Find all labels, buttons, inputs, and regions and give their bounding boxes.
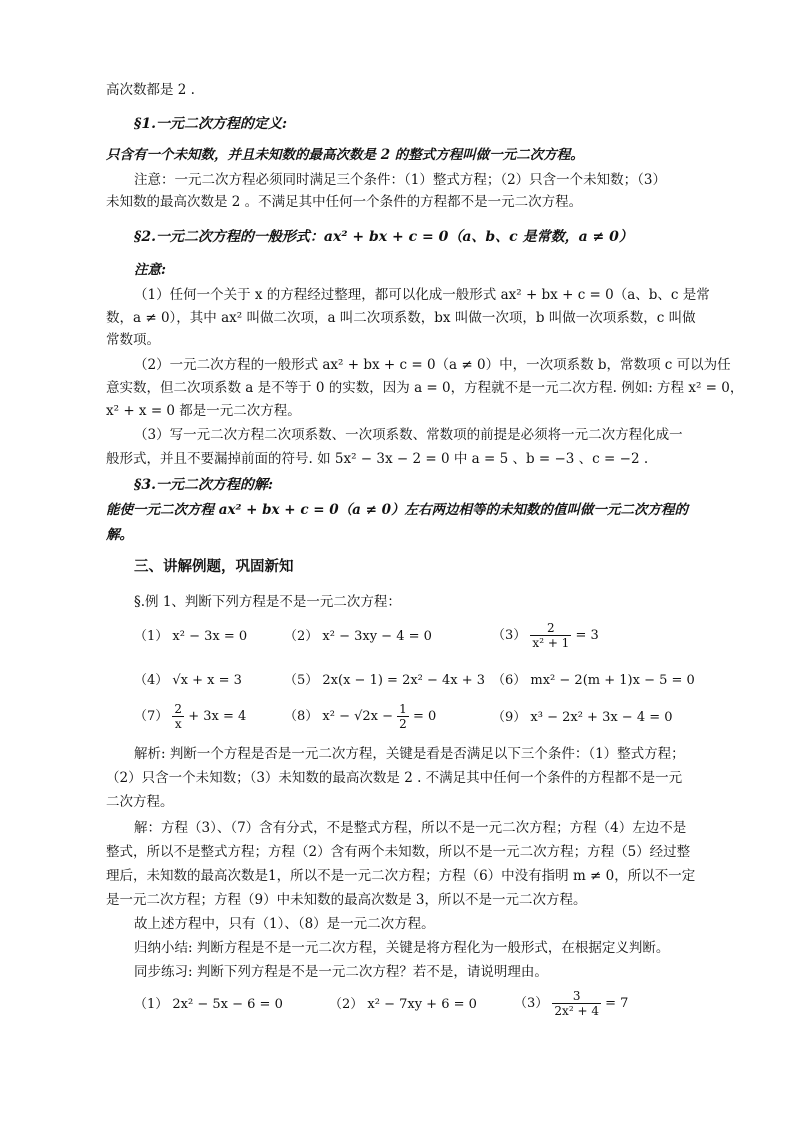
solution-text: 解：方程（3）、（7）含有分式，不是整式方程，所以不是一元二次方程；方程（4）左边不是 [134,820,687,836]
text-line: （1）任何一个关于 x 的方程经过整理，都可以化成一般形式 ax² + bx + c = 0（a、b、c 是常 [134,287,710,303]
text-line: 高次数都是 2 . [106,82,195,98]
equation-row [134,671,694,695]
equation-8 [284,702,436,731]
numerator: 3 [552,989,601,1004]
equation-6: （6） mx² − 2(m + 1)x − 5 = 0 [492,673,695,688]
practice-2: （2） x² − 7xy + 6 = 0 [329,997,477,1012]
text-line: 故上述方程中，只有（1）、（8）是一元二次方程。 [134,916,435,932]
practice-text: 同步练习: 判断下列方程是不是一元二次方程？若不是，请说明理由。 [134,964,548,980]
equation-9: （9） x³ − 2x² + 3x − 4 = 0 [492,710,673,725]
section-heading: §3.一元二次方程的解: [134,477,274,493]
text-line: 注意：一元二次方程必须同时满足三个条件：（1）整式方程；（2）只含一个未知数；（3） [134,172,667,188]
denominator: 2 [399,717,407,731]
denominator: x² + 1 [532,636,570,650]
practice-row [134,989,694,1025]
practice-1: （1） 2x² − 5x − 6 = 0 [134,997,283,1012]
equation-row [134,621,694,655]
fraction [530,621,571,650]
text-line: x² + x = 0 都是一元二次方程。 [106,403,301,419]
note-label: 注意: [134,262,166,278]
equation-2: （2） x² − 3xy − 4 = 0 [284,629,432,644]
equation-7 [134,702,246,731]
denominator: 2x² + 4 [554,1004,599,1018]
equation-lhs: （8） x² − √2x − [284,709,394,724]
text-line: （3）写一元二次方程二次项系数、一次项系数、常数项的前提是必须将一元二次方程化成一 [134,427,683,443]
text-line: 二次方程。 [106,794,174,810]
analysis-text: 解析: 判断一个方程是否是一元二次方程，关键是看是否满足以下三个条件：（1）整式方程； [134,746,685,762]
numerator: 2 [174,702,183,716]
lesson-heading: 三、讲解例题，巩固新知 [134,559,294,575]
text-line: 数，a ≠ 0），其中 ax² 叫做二次项，a 叫二次项系数，bx 叫做一次项，b 叫做一次项系数，c 叫做 [106,310,696,326]
text-line: 整式，所以不是整式方程；方程（2）含有两个未知数，所以不是一元二次方程；方程（5）经过整 [106,844,691,860]
equation-index: （3） [492,628,527,643]
definition-text: 解。 [106,527,133,543]
equation-index: （7） [134,709,169,724]
section-heading: §1.一元二次方程的定义: [134,116,288,132]
equation-5: （5） 2x(x − 1) = 2x² − 4x + 3 [284,673,486,688]
example-title: §.例 1、判断下列方程是不是一元二次方程： [134,594,401,610]
equation-rhs: = 0 [412,709,437,724]
equation-3 [492,621,599,650]
definition-text: 能使一元二次方程 ax² + bx + c = 0（a ≠ 0）左右两边相等的未知数的值叫做一元二次方程的 [106,502,688,518]
fraction [552,989,601,1018]
definition-text: 只含有一个未知数，并且未知数的最高次数是 2 的整式方程叫做一元二次方程。 [106,147,584,163]
numerator: 1 [399,702,407,716]
text-line: 是一元二次方程；方程（9）中未知数的最高次数是 3，所以不是一元二次方程。 [106,892,587,908]
practice-3 [514,989,628,1018]
text-line: （2）一元二次方程的一般形式 ax² + bx + c = 0（a ≠ 0）中，一次项系数 b，常数项 c 可以为任 [134,357,731,373]
text-line: 理后，未知数的最高次数是1，所以不是一元二次方程；方程（6）中没有指明 m ≠ 0，所以不一定 [106,868,696,884]
numerator: 2 [530,621,571,636]
fraction [172,702,184,731]
equation-1: （1） x² − 3x = 0 [134,629,248,644]
denominator: x [174,717,182,731]
equation-4: （4） √x + x = 3 [134,673,242,688]
equation-rhs: + 3x = 4 [188,709,247,724]
text-line: 意实数，但二次项系数 a 是不等于 0 的实数，因为 a = 0，方程就不是一元二次方程. 例如: 方程 x² = 0， [106,380,744,396]
fraction [397,702,409,731]
summary-text: 归纳小结: 判断方程是不是一元二次方程，关键是将方程化为一般形式，在根据定义判断。 [134,940,670,956]
equation-rhs: = 3 [575,628,599,643]
equation-index: （3） [514,996,549,1011]
equation-row [134,702,694,738]
equation-rhs: = 7 [605,996,629,1011]
text-line: 般形式，并且不要漏掉前面的符号. 如 5x² − 3x − 2 = 0 中 a = 5 、b = −3 、c = −2 . [106,451,649,467]
text-line: （2）只含一个未知数；（3）未知数的最高次数是 2 . 不满足其中任何一个条件的方程都不是一元 [106,770,683,786]
section-heading: §2.一元二次方程的一般形式：ax² + bx + c = 0（a、b、c 是常数，a ≠ 0） [134,229,633,245]
text-line: 常数项。 [106,332,160,348]
text-line: 未知数的最高次数是 2 。不满足其中任何一个条件的方程都不是一元二次方程。 [106,194,583,210]
